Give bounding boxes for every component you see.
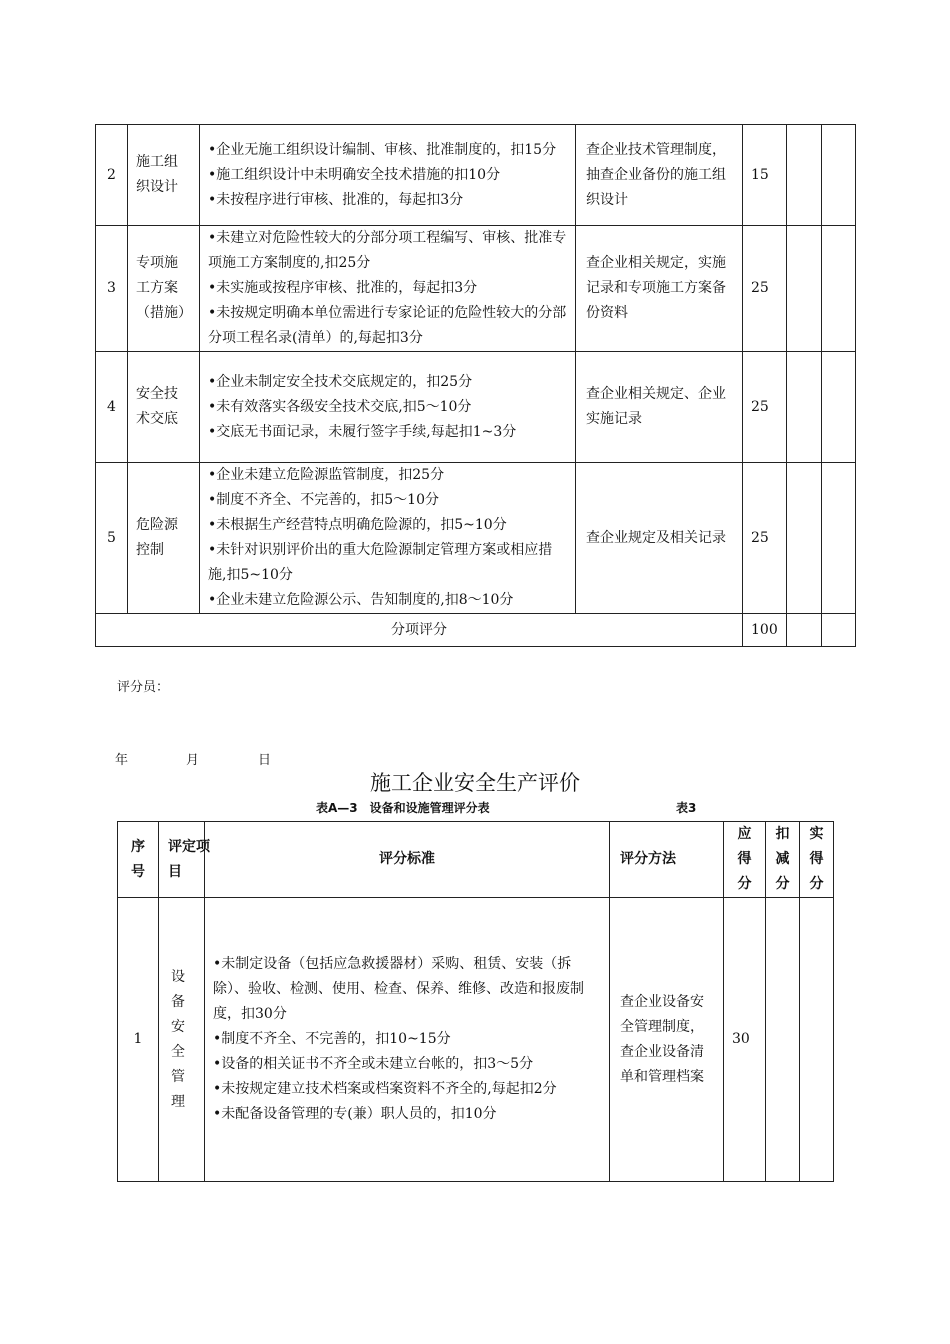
scoring-table-continued	[95, 124, 856, 647]
row-score: 30	[724, 898, 766, 1182]
equipment-scoring-table	[117, 821, 834, 1182]
subtotal-score: 100	[743, 614, 787, 647]
row-score: 25	[743, 226, 787, 352]
row-criteria: •企业无施工组织设计编制、审核、批准制度的，扣15分 •施工组织设计中未明确安全技术措施的扣10分 •未按程序进行审核、批准的，每起扣3分	[200, 125, 576, 226]
row-score: 25	[743, 352, 787, 463]
row-score: 25	[743, 463, 787, 614]
date-month-label: 月	[186, 753, 200, 768]
deduct-cell	[787, 125, 822, 226]
actual-cell	[822, 352, 856, 463]
row-method: 查企业技术管理制度，抽查企业备份的施工组织设计	[576, 125, 743, 226]
row-method: 查企业设备安全管理制度，查企业设备清单和管理档案	[610, 898, 724, 1182]
subtotal-label: 分项评分	[96, 614, 743, 647]
header-item: 评定项 目	[159, 822, 205, 898]
row-item: 施工组织设计	[128, 125, 200, 226]
row-number: 5	[96, 463, 128, 614]
row-criteria: •未制定设备（包括应急救援器材）采购、租赁、安装（拆除）、验收、检测、使用、检查、保养、维修、改造和报废制度，扣30分 •制度不齐全、不完善的，扣10~15分 •设备的相关证书不齐全或未建立台帐的，扣3～5分 •未按规定建立技术档案或档案资料不齐全的,每起扣2分 •未配备设备管理的专(兼）职人员的，扣10分	[205, 898, 610, 1182]
page-title: 施工企业安全生产评价	[370, 771, 580, 795]
actual-cell	[822, 614, 856, 647]
row-criteria: •企业未制定安全技术交底规定的，扣25分 •未有效落实各级安全技术交底,扣5～10分 •交底无书面记录，未履行签字手续,每起扣1~3分	[200, 352, 576, 463]
header-row	[118, 822, 834, 898]
header-criteria: 评分标准	[205, 822, 610, 898]
row-method: 查企业规定及相关记录	[576, 463, 743, 614]
row-item: 安全技术交底	[128, 352, 200, 463]
header-actual: 实 得 分	[800, 822, 834, 898]
row-score: 15	[743, 125, 787, 226]
row-item: 专项施工方案（措施）	[128, 226, 200, 352]
deduct-cell	[787, 226, 822, 352]
header-deduct: 扣 减 分	[766, 822, 800, 898]
deduct-cell	[787, 463, 822, 614]
date-year-label: 年	[115, 753, 129, 768]
table-row	[96, 125, 856, 226]
table-row	[118, 898, 834, 1182]
date-day-label: 日	[258, 753, 272, 768]
actual-cell	[822, 125, 856, 226]
table-row	[96, 352, 856, 463]
row-method: 查企业相关规定，实施记录和专项施工方案备份资料	[576, 226, 743, 352]
header-method: 评分方法	[610, 822, 724, 898]
reviewer-label: 评分员：	[117, 680, 170, 695]
row-criteria: •未建立对危险性较大的分部分项工程编写、审核、批准专项施工方案制度的,扣25分 •未实施或按程序审核、批准的，每起扣3分 •未按规定明确本单位需进行专家论证的危险性较大的分部分项工程名录(清单）的,每起扣3分	[200, 226, 576, 352]
table-row	[96, 226, 856, 352]
deduct-cell	[766, 898, 800, 1182]
row-method: 查企业相关规定、企业实施记录	[576, 352, 743, 463]
row-item: 危险源控制	[128, 463, 200, 614]
actual-cell	[822, 463, 856, 614]
row-number: 4	[96, 352, 128, 463]
table-row	[96, 463, 856, 614]
actual-cell	[822, 226, 856, 352]
deduct-cell	[787, 614, 822, 647]
table-number: 表3	[676, 801, 697, 815]
row-number: 1	[118, 898, 159, 1182]
row-number: 2	[96, 125, 128, 226]
table-subtitle: 表A—3 设备和设施管理评分表	[316, 801, 490, 815]
row-criteria: •企业未建立危险源监管制度，扣25分 •制度不齐全、不完善的，扣5～10分 •未根据生产经营特点明确危险源的，扣5~10分 •未针对识别评价出的重大危险源制定管理方案或相应措施,扣5~10分 •企业未建立危险源公示、告知制度的,扣8～10分	[200, 463, 576, 614]
header-no: 序 号	[118, 822, 159, 898]
header-due-score: 应 得 分	[724, 822, 766, 898]
row-number: 3	[96, 226, 128, 352]
row-item: 设备安全管理	[159, 898, 205, 1182]
subtotal-row	[96, 614, 856, 647]
actual-cell	[800, 898, 834, 1182]
deduct-cell	[787, 352, 822, 463]
